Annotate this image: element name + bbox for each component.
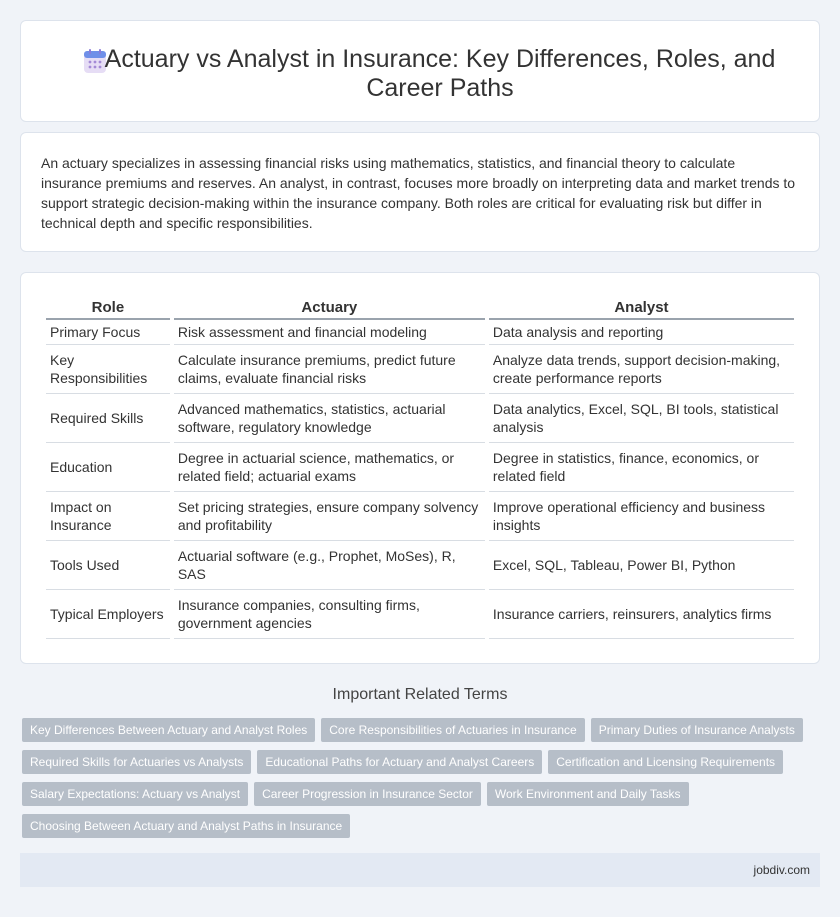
header-role: Role	[46, 296, 170, 320]
related-term-link[interactable]: Salary Expectations: Actuary vs Analyst	[22, 782, 248, 806]
actuary-cell: Set pricing strategies, ensure company solvency and profitability	[174, 492, 485, 541]
title-card	[20, 20, 820, 122]
table-row	[46, 320, 794, 345]
row-label: Required Skills	[46, 394, 170, 443]
analyst-cell: Analyze data trends, support decision-making, create performance reports	[489, 345, 794, 394]
related-terms-list	[22, 718, 822, 838]
header-analyst: Analyst	[489, 296, 794, 320]
row-label: Typical Employers	[46, 590, 170, 639]
related-term-link[interactable]: Career Progression in Insurance Sector	[254, 782, 481, 806]
analyst-cell: Improve operational efficiency and business insights	[489, 492, 794, 541]
table-row	[46, 541, 794, 590]
header-actuary: Actuary	[174, 296, 485, 320]
table-row	[46, 590, 794, 639]
related-term-link[interactable]: Work Environment and Daily Tasks	[487, 782, 689, 806]
analyst-cell: Degree in statistics, finance, economics, or related field	[489, 443, 794, 492]
table-row	[46, 492, 794, 541]
row-label: Primary Focus	[46, 320, 170, 345]
related-term-link[interactable]: Required Skills for Actuaries vs Analysts	[22, 750, 251, 774]
actuary-cell: Risk assessment and financial modeling	[174, 320, 485, 345]
related-terms-title: Important Related Terms	[332, 686, 508, 703]
table-row	[46, 345, 794, 394]
comparison-table-card	[20, 272, 820, 664]
table-header-row	[46, 296, 794, 320]
related-term-link[interactable]: Primary Duties of Insurance Analysts	[591, 718, 803, 742]
table-row	[46, 394, 794, 443]
actuary-cell: Advanced mathematics, statistics, actuarial software, regulatory knowledge	[174, 394, 485, 443]
analyst-cell: Data analytics, Excel, SQL, BI tools, statistical analysis	[489, 394, 794, 443]
footer	[20, 853, 820, 887]
footer-site-link[interactable]: jobdiv.com	[753, 863, 810, 877]
comparison-table	[42, 296, 798, 639]
related-term-link[interactable]: Choosing Between Actuary and Analyst Paths in Insurance	[22, 814, 350, 838]
analyst-cell: Insurance carriers, reinsurers, analytics firms	[489, 590, 794, 639]
actuary-cell: Actuarial software (e.g., Prophet, MoSes), R, SAS	[174, 541, 485, 590]
row-label: Education	[46, 443, 170, 492]
actuary-cell: Insurance companies, consulting firms, government agencies	[174, 590, 485, 639]
intro-card	[20, 132, 820, 252]
intro-paragraph: An actuary specializes in assessing financial risks using mathematics, statistics, and financial theory to calculate insurance premiums and reserves. An analyst, in contrast, focuses more broadly on interpreting data and market trends to support strategic decision-making within the insurance company. Both roles are critical for evaluating risk but differ in technical depth and specific responsibilities.	[41, 155, 796, 231]
related-term-link[interactable]: Certification and Licensing Requirements	[548, 750, 783, 774]
row-label: Impact on Insurance	[46, 492, 170, 541]
page-title: Actuary vs Analyst in Insurance: Key Differences, Roles, and Career Paths	[104, 45, 776, 102]
row-label: Tools Used	[46, 541, 170, 590]
actuary-cell: Degree in actuarial science, mathematics, or related field; actuarial exams	[174, 443, 485, 492]
related-term-link[interactable]: Educational Paths for Actuary and Analyst Careers	[257, 750, 542, 774]
table-row	[46, 443, 794, 492]
analyst-cell: Data analysis and reporting	[489, 320, 794, 345]
row-label: Key Responsibilities	[46, 345, 170, 394]
related-term-link[interactable]: Key Differences Between Actuary and Analyst Roles	[22, 718, 315, 742]
analyst-cell: Excel, SQL, Tableau, Power BI, Python	[489, 541, 794, 590]
actuary-cell: Calculate insurance premiums, predict future claims, evaluate financial risks	[174, 345, 485, 394]
related-term-link[interactable]: Core Responsibilities of Actuaries in Insurance	[321, 718, 584, 742]
